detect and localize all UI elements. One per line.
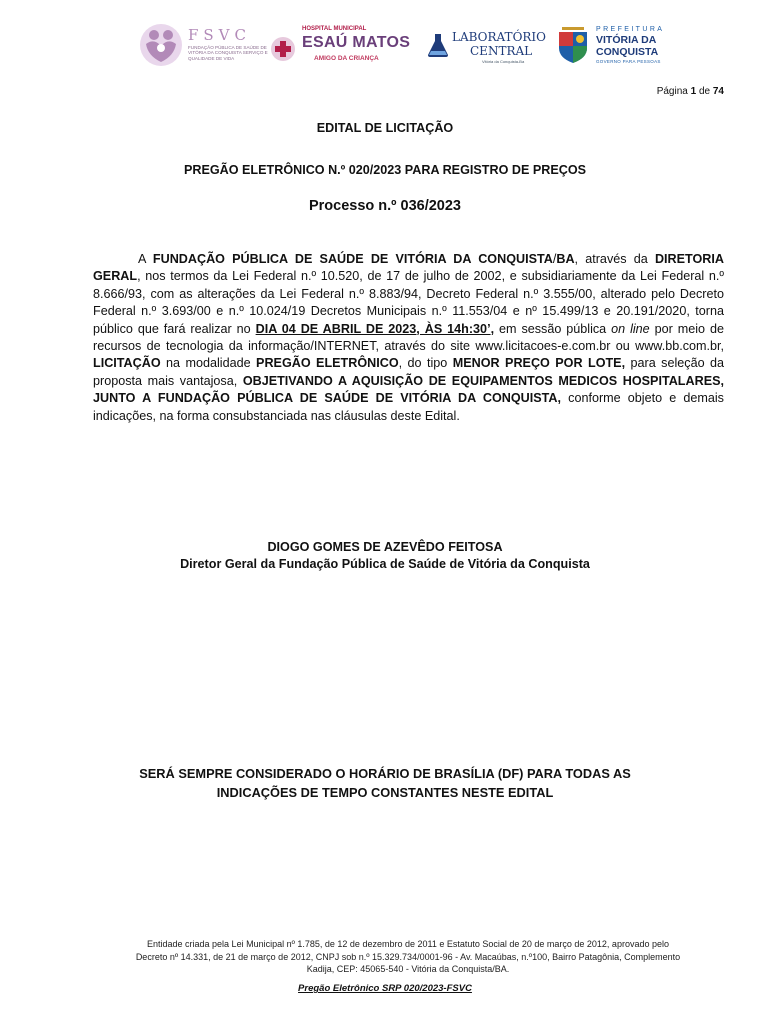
- body-text: A: [138, 252, 153, 266]
- notice-line-1: SERÁ SEMPRE CONSIDERADO O HORÁRIO DE BRASÍLIA (DF) PARA TODAS AS: [139, 766, 631, 781]
- body-text: , através da: [574, 252, 655, 266]
- document-title: EDITAL DE LICITAÇÃO: [316, 121, 454, 135]
- body-bold-text: BA: [556, 252, 575, 266]
- laboratorio-line2: CENTRAL: [470, 44, 533, 58]
- body-bold-text: ,: [490, 321, 495, 336]
- body-text: por meio de recursos de tecnologia da informação/INTERNET, através do site www.licitacoes-e.com.br ou www.bb.com.br,: [93, 321, 724, 354]
- fsvc-subtitle: FUNDAÇÃO PÚBLICA DE SAÚDE DE VITÓRIA DA CONQUISTA SERVIÇO E QUALIDADE DE VIDA: [188, 45, 268, 61]
- document-subtitle: PREGÃO ELETRÔNICO N.º 020/2023 PARA REGISTRO DE PREÇOS: [183, 163, 587, 177]
- page-number-separator: de: [698, 86, 711, 97]
- header-logos: [138, 18, 665, 78]
- hospital-line2: ESAÚ MATOS: [302, 34, 411, 51]
- body-bold-text: OBJETIVANDO A AQUISIÇÃO DE EQUIPAMENTOS MEDICOS HOSPITALARES, JUNTO A FUNDAÇÃO PÚBLICA DE SAÚDE DE VITÓRIA DA CONQUISTA,: [93, 373, 724, 406]
- prefeitura-line3: CONQUISTA: [596, 46, 659, 58]
- hospital-line3: AMIGO DA CRIANÇA: [314, 55, 379, 62]
- page-number-current: 1: [690, 86, 697, 97]
- page-number: [657, 86, 724, 97]
- body-text: na modalidade: [160, 356, 257, 371]
- page-number-total: 74: [712, 86, 724, 97]
- body-bold-text: PREGÃO ELETRÔNICO: [256, 356, 399, 371]
- prefeitura-logo: [556, 18, 668, 78]
- body-text: para seleção da proposta mais vantajosa,: [93, 356, 725, 388]
- fsvc-emblem-icon: [138, 22, 184, 68]
- footer-legal: [88, 938, 728, 976]
- footer-line-2: Decreto nº 14.331, de 21 de março de 2012, CNPJ sob n.º 15.329.734/0001-96 - Av. Macaúbas, n.º100, Bairro Patagônia, Complemento: [135, 951, 681, 962]
- body-text: /: [552, 252, 557, 266]
- city-coat-of-arms-icon: [556, 24, 590, 64]
- body-bold-text: MENOR PREÇO POR LOTE,: [452, 356, 626, 371]
- body-text: em sessão pública: [494, 321, 612, 336]
- signatory-name: DIOGO GOMES DE AZEVÊDO FEITOSA: [267, 540, 503, 554]
- signatory-role: Diretor Geral da Fundação Pública de Saúde de Vitória da Conquista: [180, 557, 590, 571]
- prefeitura-line4: GOVERNO PARA PESSOAS: [596, 59, 661, 64]
- fsvc-logo: [138, 18, 266, 78]
- body-bold-text: DIRETORIA GERAL: [93, 252, 724, 284]
- laboratorio-line1: LABORATÓRIO: [452, 30, 547, 44]
- laboratory-flask-icon: [426, 32, 450, 58]
- body-italic-text: on line: [611, 321, 650, 336]
- laboratorio-logo: [426, 18, 547, 78]
- hospital-line1: HOSPITAL MUNICIPAL: [302, 26, 367, 32]
- hospital-cross-icon: [270, 36, 296, 62]
- body-bold-text: LICITAÇÃO: [93, 356, 161, 371]
- hospital-logo: [270, 18, 420, 78]
- body-paragraph: [93, 251, 724, 425]
- prefeitura-line2: VITÓRIA DA: [596, 34, 657, 46]
- page-number-prefix: Página: [656, 86, 688, 97]
- notice-line-2: INDICAÇÕES DE TEMPO CONSTANTES NESTE EDITAL: [216, 785, 554, 800]
- prefeitura-line1: PREFEITURA: [596, 26, 665, 33]
- body-bold-text: FUNDAÇÃO PÚBLICA DE SAÚDE DE VITÓRIA DA CONQUISTA: [152, 252, 553, 266]
- footer-document-reference: Pregão Eletrônico SRP 020/2023-FSVC: [298, 983, 472, 994]
- body-text: , nos termos da Lei Federal n.º 10.520, de 17 de julho de 2002, e subsidiariamente da Lei Federal n.º 8.666/93, com as alterações da Lei Federal n.º 8.883/94, Decreto Federal n.º 3.555/00, alterado pelo Decreto Federal n.º 3.693/00 e n.º 10.024/19 Decretos Municipais n.º 11.553/04 e nº 15.499/13 e 20.191/2020, torna público que fará realizar no: [93, 269, 724, 336]
- laboratorio-line3: Vitória da Conquista-Ba: [482, 59, 525, 64]
- body-text: conforme objeto e demais indicações, na forma consubstanciada nas cláusulas deste Edital.: [93, 391, 724, 423]
- body-text: , do tipo: [398, 356, 453, 371]
- footer-line-1: Entidade criada pela Lei Municipal nº 1.785, de 12 de dezembro de 2011 e Estatuto Social de 20 de março de 2012, aprovado pelo: [147, 939, 669, 949]
- process-number: Processo n.º 036/2023: [308, 198, 461, 214]
- session-date: DIA 04 DE ABRIL DE 2023, ÀS 14h:30’: [255, 321, 491, 336]
- fsvc-name: FSVC: [188, 26, 251, 44]
- footer-line-3: Kadija, CEP: 45065-540 - Vitória da Conquista/BA.: [306, 964, 510, 975]
